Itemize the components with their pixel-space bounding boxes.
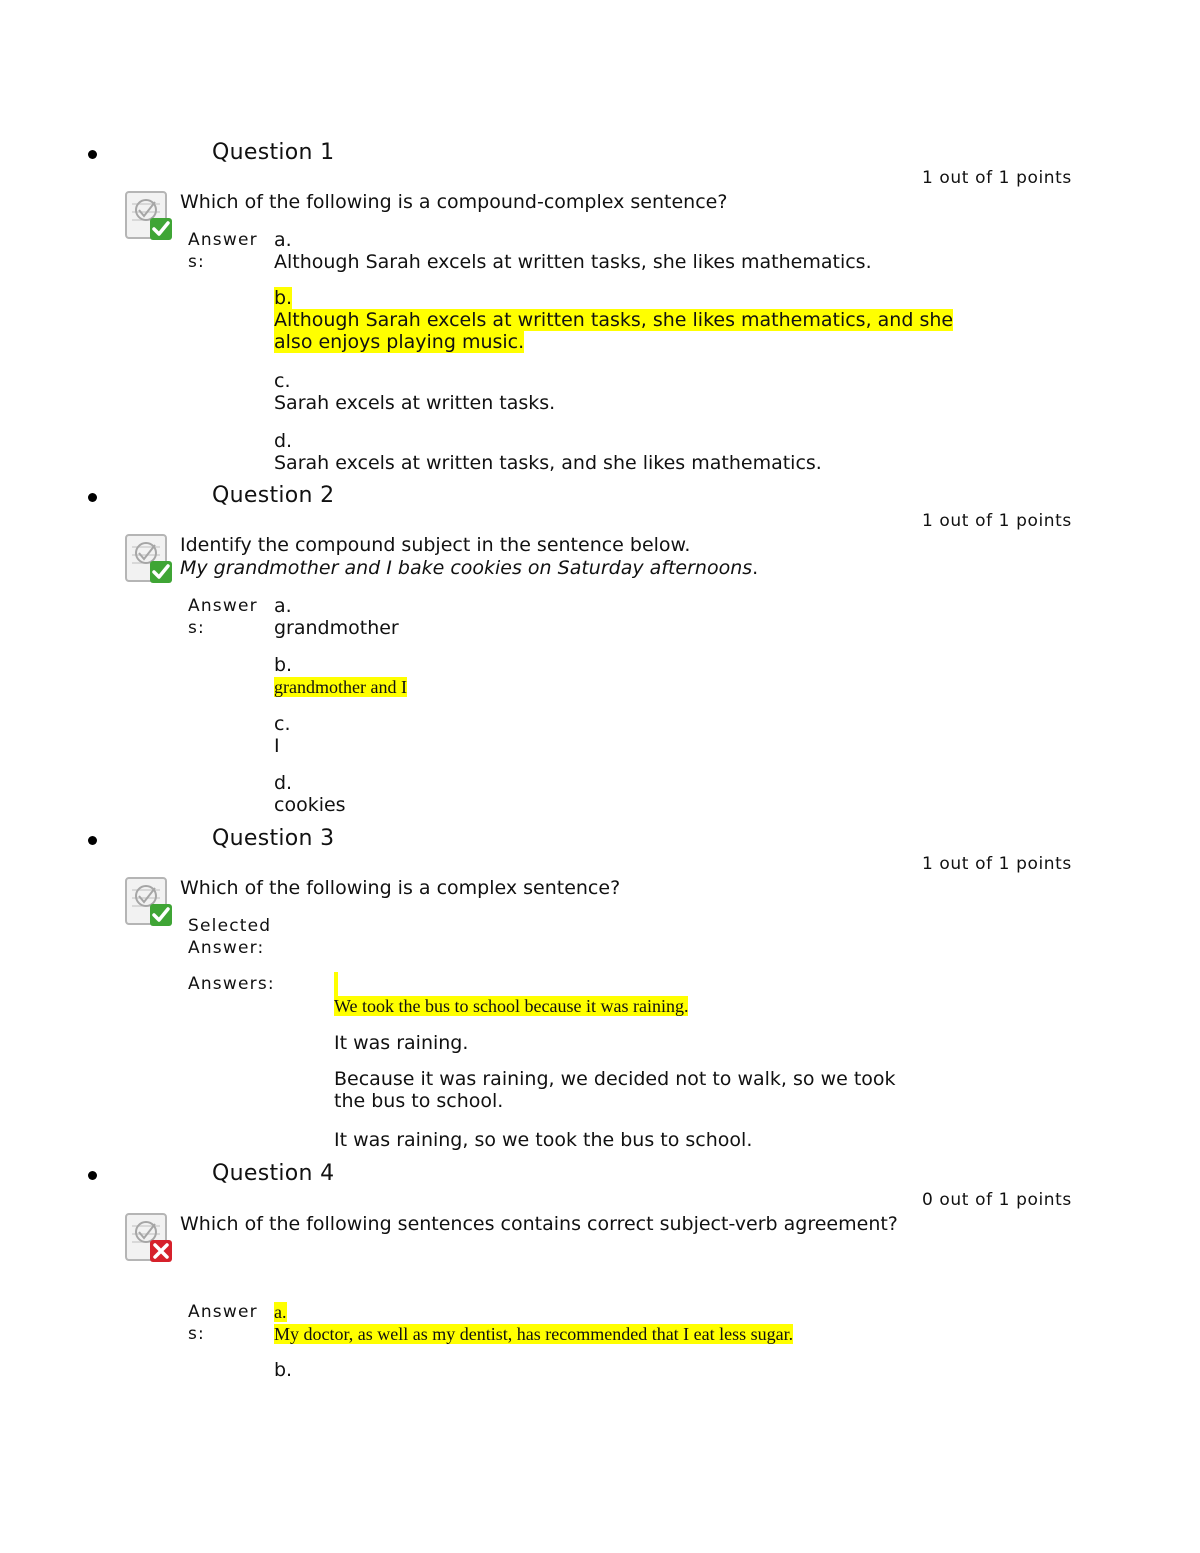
answer-option	[274, 430, 822, 474]
option-letter: a.	[274, 229, 292, 251]
graded-correct-icon	[124, 876, 176, 928]
option-text: Although Sarah excels at written tasks, she likes mathematics.	[274, 251, 872, 273]
option-letter: d.	[274, 430, 293, 452]
question-title: Question 2	[212, 483, 335, 508]
answer-option-selected	[274, 654, 407, 698]
answer-option: It was raining, so we took the bus to school.	[334, 1129, 753, 1151]
question-points: 1 out of 1 points	[922, 511, 1072, 531]
option-letter: a.	[274, 1302, 287, 1322]
list-bullet	[88, 836, 97, 845]
option-letter: b.	[274, 287, 293, 309]
answer-option-selected: We took the bus to school because it was raining.	[334, 996, 689, 1016]
answer-option	[274, 229, 872, 273]
option-text: grandmother	[274, 617, 399, 639]
option-text: I	[274, 735, 280, 757]
option-letter: b.	[274, 654, 293, 676]
answer-option	[274, 1359, 292, 1381]
answer-option-selected	[274, 287, 953, 353]
option-text: Although Sarah excels at written tasks, she likes mathematics, and she	[274, 309, 954, 331]
option-text: also enjoys playing music.	[274, 331, 525, 353]
answer-option: Because it was raining, we decided not to walk, so we took the bus to school.	[334, 1068, 896, 1112]
option-text: My doctor, as well as my dentist, has recommended that I eat less sugar.	[274, 1324, 794, 1344]
selected-answer-label: Selected Answer:	[188, 916, 272, 958]
question-points: 1 out of 1 points	[922, 168, 1072, 188]
option-letter: d.	[274, 772, 293, 794]
highlight-caret	[334, 972, 338, 996]
option-letter: c.	[274, 713, 291, 735]
option-text: Sarah excels at written tasks, and she likes mathematics.	[274, 452, 822, 474]
answers-label: Answer s:	[188, 230, 258, 272]
graded-correct-icon	[124, 533, 176, 585]
answer-option: It was raining.	[334, 1032, 469, 1054]
answer-option	[274, 772, 346, 816]
list-bullet	[88, 493, 97, 502]
question-text: Identify the compound subject in the sentence below.	[180, 534, 691, 556]
answer-option	[274, 370, 555, 414]
question-title: Question 3	[212, 826, 335, 851]
list-bullet	[88, 1171, 97, 1180]
option-letter: b.	[274, 1359, 293, 1381]
option-letter: a.	[274, 595, 292, 617]
question-points: 0 out of 1 points	[922, 1190, 1072, 1210]
question-sentence: My grandmother and I bake cookies on Saturday afternoons.	[180, 557, 759, 579]
question-title: Question 1	[212, 140, 335, 165]
question-title: Question 4	[212, 1161, 335, 1186]
question-text: Which of the following sentences contains correct subject-verb agreement?	[180, 1213, 898, 1235]
answer-option-selected	[274, 1301, 793, 1345]
option-text: cookies	[274, 794, 346, 816]
question-points: 1 out of 1 points	[922, 854, 1072, 874]
list-bullet	[88, 150, 97, 159]
question-text: Which of the following is a compound-complex sentence?	[180, 191, 728, 213]
option-letter: c.	[274, 370, 291, 392]
answer-option	[274, 595, 399, 639]
graded-correct-icon	[124, 190, 176, 242]
option-text: Sarah excels at written tasks.	[274, 392, 556, 414]
answers-label: Answer s:	[188, 1302, 258, 1344]
graded-incorrect-icon	[124, 1212, 176, 1264]
question-text: Which of the following is a complex sentence?	[180, 877, 621, 899]
answers-label: Answers:	[188, 974, 275, 994]
answer-option	[274, 713, 291, 757]
answers-label: Answer s:	[188, 596, 258, 638]
option-text: grandmother and I	[274, 677, 407, 697]
